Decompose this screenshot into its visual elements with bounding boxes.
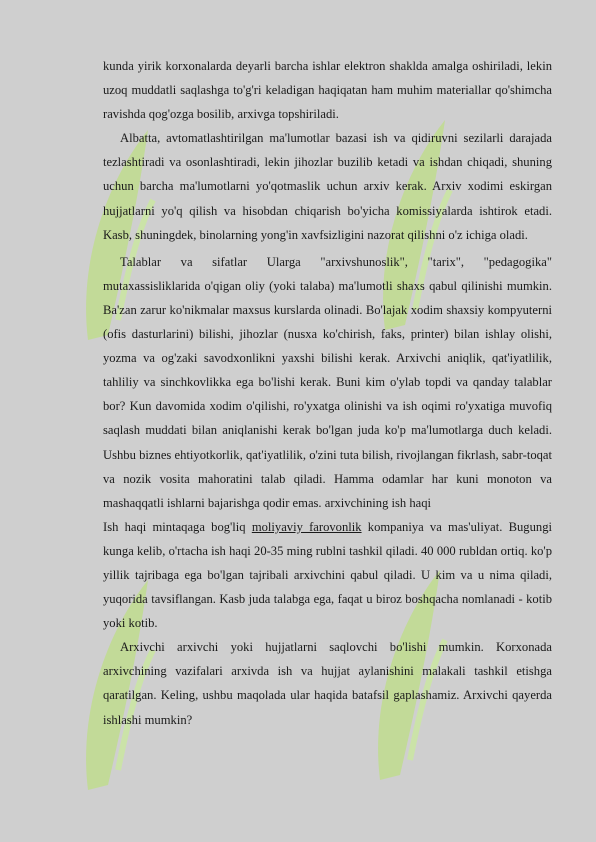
salary-text-before: Ish haqi mintaqaga bog'liq (103, 519, 252, 534)
salary-text-after: kompaniya va mas'uliyat. Bugungi kunga kelib, o'rtacha ish haqi 20-35 ming rublni tashkil qiladi. 40 000 rubldan ortiq. ko'p yillik tajribaga ega bo'lgan tajribali arxivchini qabul qiladi. U kim va u nima qiladi, yuqorida tavsiflangan. Kasb juda talabga ega, faqat u biroz boshqacha nomlanadi - kotib yoki kotib. (103, 519, 552, 631)
paragraph-salary (103, 515, 552, 635)
paragraph-database: Albatta, avtomatlashtirilgan ma'lumotlar bazasi ish va qidiruvni sezilarli darajada tezlashtiradi va osonlashtiradi, lekin jihozlar buzilib ketadi va ishdan chiqadi, shuning uchun barcha ma'lumotlarni yo'qotmaslik uchun arxiv kerak. Arxiv xodimi eskirgan hujjatlarni yo'q qilish va hisobdan chiqarish bo'yicha komissiyalarda ishtirok etadi. Kasb, shuningdek, binolarning yong'in xavfsizligini nazorat qilishni o'z ichiga oladi. (103, 131, 552, 242)
paragraph-archivist-role: Arxivchi arxivchi yoki hujjatlarni saqlovchi bo'lishi mumkin. Korxonada arxivchining vazifalari arxivda ish va hujjat aylanishini malakali tashkil etishga qaratilgan. Keling, ushbu maqolada ular haqida batafsil gaplashamiz. Arxivchi qayerda ishlashi mumkin? (103, 640, 552, 727)
paragraph-intro: kunda yirik korxonalarda deyarli barcha ishlar elektron shaklda amalga oshiriladi, lekin uzoq muddatli saqlashga to'g'ri keladigan haqiqatan ham muhim materiallar qo'shimcha ravishda qog'ozga bosilib, arxivga topshiriladi. (103, 59, 552, 122)
paragraph-requirements: Talablar va sifatlar Ularga "arxivshunoslik", "tarix", "pedagogika" mutaxassisliklarida o'qigan oliy (yoki talaba) ma'lumotli shaxs qabul qilinishi mumkin. Ba'zan zarur ko'nikmalar maxsus kurslarda olinadi. Bo'lajak xodim shaxsiy kompyuterni (ofis dasturlarini) bilishi, jihozlar (nusxa ko'chirish, faks, printer) bilan ishlay olishi, yozma va og'zaki savodxonlikni yaxshi bilishi kerak. Arxivchi aniqlik, qat'iyatlilik, tahliliy va sinchkovlikka ega bo'lishi kerak. Buni kim o'ylab topdi va qanday talablar bor? Kun davomida xodim o'qilishi, ro'yxatga olinishi va ish oqimi ro'yxatiga muvofiq saqlash muddati bilan aniqlanishi kerak bo'lgan juda ko'p ma'lumotlarga duch keladi. Ushbu biznes ehtiyotkorlik, qat'iyatlilik, o'zini tuta bilish, rivojlangan fikrlash, sabr-toqat va nozik vosita mahoratini talab qiladi. Hamma odamlar har kuni monoton va mashaqqatli ishlarni bajarishga qodir emas. arxivchining ish haqi (103, 254, 552, 510)
financial-wellbeing-link[interactable]: moliyaviy farovonlik (251, 519, 362, 534)
document-page (103, 54, 552, 732)
